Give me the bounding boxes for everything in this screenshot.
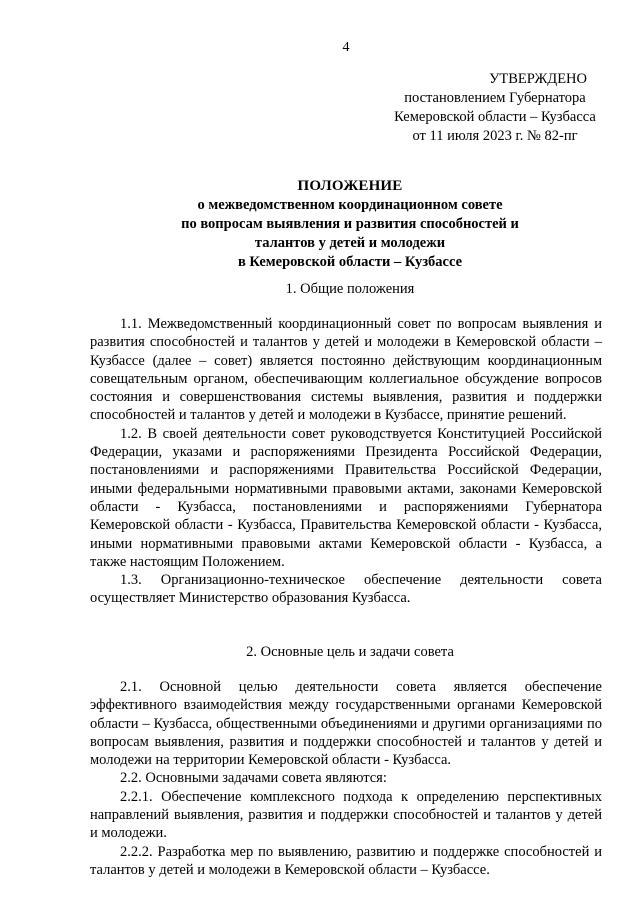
document-title — [90, 177, 610, 272]
approval-line-2: постановлением Губернатора — [404, 90, 586, 106]
paragraph-1-1: 1.1. Межведомственный координационный совет по вопросам выявления и развития способностей и талантов у детей и молодежи в Кемеровской области – Кузбассе (далее – совет) является постоянно действующим координационным совещательным органом, обеспечивающим коллегиальное обсуждение вопросов состояния и совершенствования системы выявления, развития и поддержки способностей и талантов у детей и молодежи в Кузбассе, принятие решений. — [90, 316, 602, 424]
section-2-heading: 2. Основные цель и задачи совета — [246, 644, 454, 660]
approval-line-3: Кемеровской области – Кузбасса — [394, 109, 596, 125]
section-1-body — [90, 315, 602, 608]
approval-line-1: УТВЕРЖДЕНО — [489, 71, 587, 87]
paragraph-1-3: 1.3. Организационно-техническое обеспечение деятельности совета осуществляет Министерство образования Кузбасса. — [90, 572, 602, 607]
title-line-2: по вопросам выявления и развития способностей и — [181, 216, 519, 232]
paragraph-2-2-1: 2.2.1. Обеспечение комплексного подхода к определению перспективных направлений выявления, развития и поддержки способностей и талантов у детей и молодежи. — [90, 788, 602, 842]
section-1-heading: 1. Общие положения — [285, 281, 415, 297]
title-line-4: в Кемеровской области – Кузбассе — [237, 254, 463, 270]
page-number: 4 — [342, 40, 350, 55]
paragraph-2-2: 2.2. Основными задачами совета являются: — [120, 770, 387, 787]
paragraph-2-2-2: 2.2.2. Разработка мер по выявлению, развитию и поддержке способностей и талантов у детей и молодежи в Кемеровской области – Кузбассе. — [90, 843, 602, 878]
paragraph-1-2: 1.2. В своей деятельности совет руководствуется Конституцией Российской Федерации, указами и распоряжениями Президента Российской Федерации, постановлениями и распоряжениями Правительства Российской Федерации, иными федеральными нормативными правовыми актами, законами Кемеровской области - Кузбасса, постановлениями и распоряжениями Губернатора Кемеровской области - Кузбасса, Правительства Кемеровской области - Кузбасса, иными нормативными правовыми актами Кемеровской области - Кузбасса, а также настоящим Положением. — [90, 425, 602, 570]
approval-line-4: от 11 июля 2023 г. № 82-пг — [412, 128, 578, 144]
title-line-1: о межведомственном координационном совете — [197, 197, 503, 213]
title-main: ПОЛОЖЕНИЕ — [297, 178, 403, 194]
title-line-3: талантов у детей и молодежи — [254, 235, 446, 251]
section-2-body — [90, 678, 602, 879]
paragraph-2-1: 2.1. Основной целью деятельности совета является обеспечение эффективного взаимодействия между государственными органами Кемеровской области – Кузбасса, общественными объединениями и другими организациями по вопросам выявления, развития и поддержки способностей и талантов у детей и молодежи на территории Кемеровской области - Кузбасса. — [90, 679, 602, 769]
approval-stamp — [365, 70, 625, 146]
